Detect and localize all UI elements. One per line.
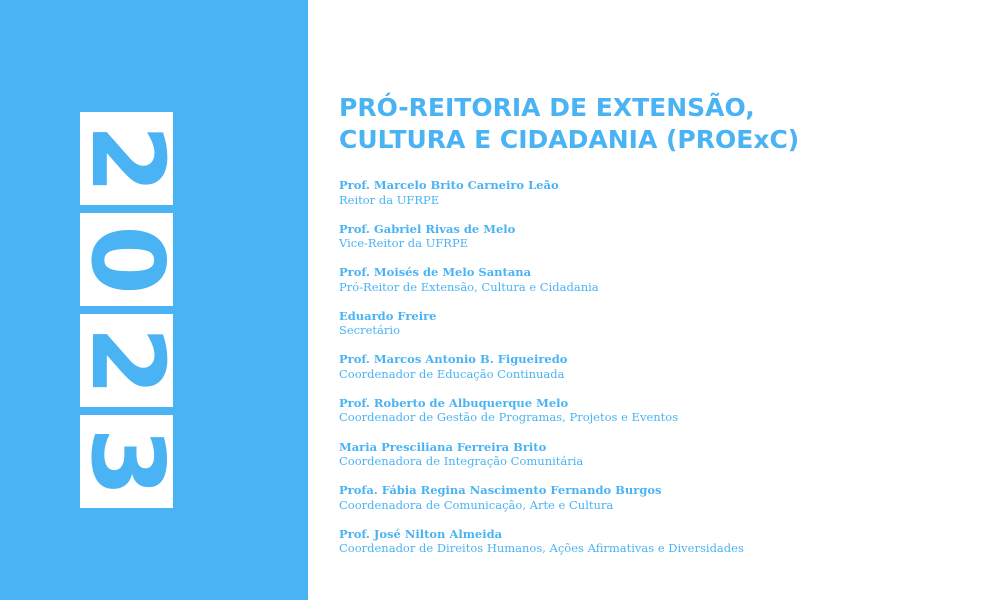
content-area: [339, 92, 979, 570]
person-entry: [339, 265, 979, 294]
person-entry: [339, 396, 979, 425]
page-title-line-1: PRÓ-REITORIA DE EXTENSÃO,: [339, 93, 755, 122]
person-role: Reitor da UFRPE: [339, 192, 440, 207]
year-digit: 2: [68, 123, 186, 194]
year-digit: 2: [68, 325, 186, 396]
person-role: Coordenadora de Comunicação, Arte e Cultura: [339, 497, 614, 512]
person-entry: [339, 440, 979, 469]
person-role: Coordenador de Gestão de Programas, Projetos e Eventos: [339, 410, 679, 425]
person-name: Prof. Marcos Antonio B. Figueiredo: [339, 352, 568, 367]
person-name: Maria Presciliana Ferreira Brito: [339, 439, 547, 454]
year-digit: 0: [68, 224, 186, 295]
person-role: Coordenador de Direitos Humanos, Ações Afirmativas e Diversidades: [339, 541, 744, 556]
people-list: [339, 178, 979, 556]
side-panel: [0, 0, 308, 600]
year-digit-box: [68, 314, 186, 407]
person-name: Eduardo Freire: [339, 308, 437, 323]
person-entry: [339, 178, 979, 207]
page-title-line-2: CULTURA E CIDADANIA (PROExC): [339, 125, 800, 154]
person-entry: [339, 527, 979, 556]
year-digit-box: [68, 112, 186, 205]
year-digit-box: [68, 415, 186, 508]
person-name: Prof. Roberto de Albuquerque Melo: [339, 395, 569, 410]
person-entry: [339, 352, 979, 381]
person-role: Pró-Reitor de Extensão, Cultura e Cidadania: [339, 279, 599, 294]
person-name: Prof. José Nilton Almeida: [339, 526, 503, 541]
page-title: [339, 92, 979, 156]
person-role: Secretário: [339, 323, 401, 338]
person-name: Profa. Fábia Regina Nascimento Fernando Burgos: [339, 483, 662, 498]
year-digit: 3: [68, 426, 186, 497]
person-name: Prof. Gabriel Rivas de Melo: [339, 221, 516, 236]
year-stack: [68, 112, 186, 516]
person-name: Prof. Moisés de Melo Santana: [339, 265, 532, 280]
person-role: Coordenadora de Integração Comunitária: [339, 454, 584, 469]
person-entry: [339, 222, 979, 251]
person-role: Vice-Reitor da UFRPE: [339, 236, 469, 251]
person-role: Coordenador de Educação Continuada: [339, 366, 565, 381]
person-name: Prof. Marcelo Brito Carneiro Leão: [339, 178, 559, 192]
person-entry: [339, 309, 979, 338]
year-digit-box: [68, 213, 186, 306]
person-entry: [339, 483, 979, 512]
